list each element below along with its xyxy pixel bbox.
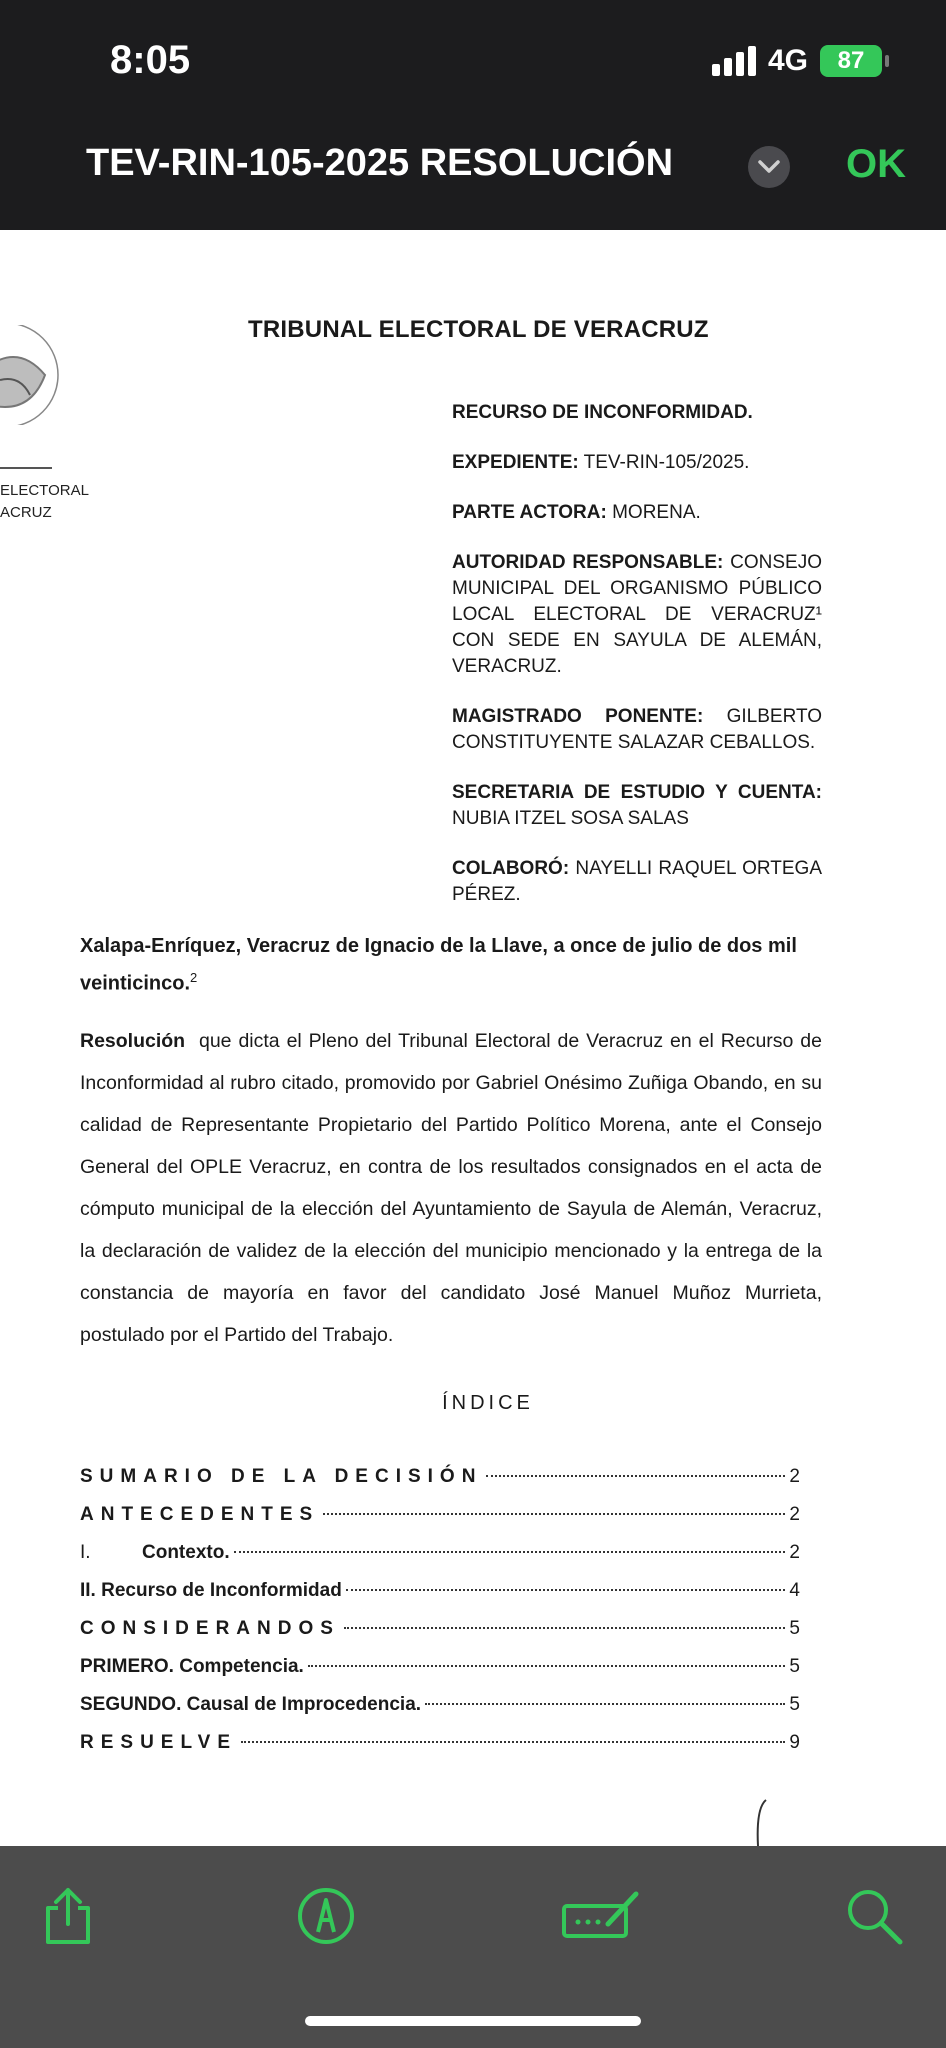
toc-page: 2 [789, 1466, 800, 1487]
expediente-label: EXPEDIENTE: [452, 452, 579, 473]
toc-leader [308, 1665, 786, 1667]
signal-icon [712, 46, 756, 76]
navigation-bar [0, 0, 946, 230]
toc-label: II. Recurso de Inconformidad [80, 1580, 342, 1601]
toc-leader [323, 1513, 785, 1515]
toc-item[interactable] [80, 1504, 800, 1542]
index-title: ÍNDICE [442, 1392, 534, 1414]
seal-caption-line: ELECTORAL [0, 482, 89, 499]
colaboro-label: COLABORÓ: [452, 858, 570, 879]
toc-number: I. [80, 1542, 91, 1563]
home-indicator[interactable] [305, 2016, 641, 2026]
recurso-title: RECURSO DE INCONFORMIDAD. [452, 402, 753, 423]
toc-page: 9 [789, 1732, 800, 1753]
document-title[interactable]: TEV-RIN-105-2025 RESOLUCIÓN [86, 142, 674, 184]
toc-item[interactable] [80, 1694, 800, 1732]
autoridad-label: AUTORIDAD RESPONSABLE: [452, 552, 724, 573]
toc-label: Contexto. [142, 1542, 230, 1563]
toc-leader [486, 1475, 785, 1477]
colaboro-value: NAYELLI RAQUEL ORTEGA PÉREZ. [452, 858, 822, 905]
toc-item[interactable] [80, 1580, 800, 1618]
document-page[interactable] [0, 230, 946, 1846]
battery-icon [820, 45, 882, 77]
chevron-down-icon[interactable] [748, 146, 790, 188]
resolution-body: que dicta el Pleno del Tribunal Electoral de Veracruz en el Recurso de Inconformidad al rubro citado, promovido por Gabriel Onésimo Zuñiga Obando, en su calidad de Representante Propietario del Partido Político Morena, ante el Consejo General del OPLE Veracruz, en contra de los resultados consignados en el acta de cómputo municipal de la elección del Ayuntamiento de Sayula de Alemán, Veracruz, la declaración de validez de la elección del municipio mencionado y la entrega de la constancia de mayoría en favor del candidato José Manuel Muñoz Murrieta, postulado por el Partido del Trabajo. [80, 1030, 822, 1346]
toc-page: 5 [789, 1618, 800, 1639]
battery-level: 87 [837, 47, 865, 74]
magistrado-value: GILBERTO CONSTITUYENTE SALAZAR CEBALLOS. [452, 706, 823, 753]
toc-item[interactable] [80, 1542, 800, 1580]
toc-item[interactable] [80, 1732, 800, 1770]
toc-label: ANTECEDENTES [80, 1504, 320, 1525]
resolution-lead: Resolución [80, 1030, 186, 1052]
seal-divider [0, 467, 52, 469]
toc-item[interactable] [80, 1656, 800, 1694]
seal-caption-line: ACRUZ [0, 504, 52, 521]
status-indicators [712, 44, 882, 78]
toc-leader [425, 1703, 785, 1705]
toc-label: SUMARIO DE LA DECISIÓN [80, 1466, 483, 1487]
toc-page: 4 [789, 1580, 800, 1601]
toc-page: 5 [789, 1694, 800, 1715]
toc-page: 2 [789, 1542, 800, 1563]
secretaria-label: SECRETARIA DE ESTUDIO Y CUENTA: [452, 782, 822, 803]
secretaria-value: NUBIA ITZEL SOSA SALAS [452, 808, 689, 829]
ok-button[interactable]: OK [846, 142, 906, 186]
place-date [80, 930, 822, 1000]
toc-label: RESUELVE [80, 1732, 238, 1753]
toc-leader [241, 1741, 785, 1743]
toc-item[interactable] [80, 1466, 800, 1504]
network-label: 4G [767, 44, 808, 77]
table-of-contents [80, 1466, 800, 1770]
toc-label: SEGUNDO. Causal de Improcedencia. [80, 1694, 422, 1715]
status-time: 8:05 [110, 38, 191, 82]
magistrado-label: MAGISTRADO PONENTE: [452, 706, 704, 727]
toc-label: PRIMERO. Competencia. [80, 1656, 304, 1677]
autoridad-value: CONSEJO MUNICIPAL DEL ORGANISMO PÚBLICO LOCAL ELECTORAL DE VERACRUZ¹ CON SEDE EN SAYULA DE ALEMÁN, VERACRUZ. [452, 552, 822, 677]
toc-label: CONSIDERANDOS [80, 1618, 340, 1639]
court-title: TRIBUNAL ELECTORAL DE VERACRUZ [248, 316, 709, 343]
parte-actora-value: MORENA. [612, 502, 701, 523]
markup-pen-icon[interactable] [294, 1884, 358, 1948]
coat-of-arms-seal [0, 325, 70, 425]
toc-item[interactable] [80, 1618, 800, 1656]
toc-page: 5 [789, 1656, 800, 1677]
footnote-ref: 2 [190, 970, 198, 985]
case-metadata [452, 400, 822, 932]
parte-actora-label: PARTE ACTORA: [452, 502, 607, 523]
search-icon[interactable] [842, 1884, 906, 1948]
place-date-text: Xalapa-Enríquez, Veracruz de Ignacio de la Llave, a once de julio de dos mil veinticinco. [80, 935, 797, 995]
toc-leader [234, 1551, 786, 1553]
toc-leader [344, 1627, 786, 1629]
seal-caption [0, 480, 89, 524]
toc-leader [346, 1589, 786, 1591]
expediente-value: TEV-RIN-105/2025. [583, 452, 750, 473]
toc-page: 2 [789, 1504, 800, 1525]
signature-mark [752, 1798, 772, 1848]
resolution-paragraph [80, 1020, 822, 1356]
signature-icon[interactable] [558, 1884, 644, 1948]
share-icon[interactable] [36, 1884, 100, 1948]
